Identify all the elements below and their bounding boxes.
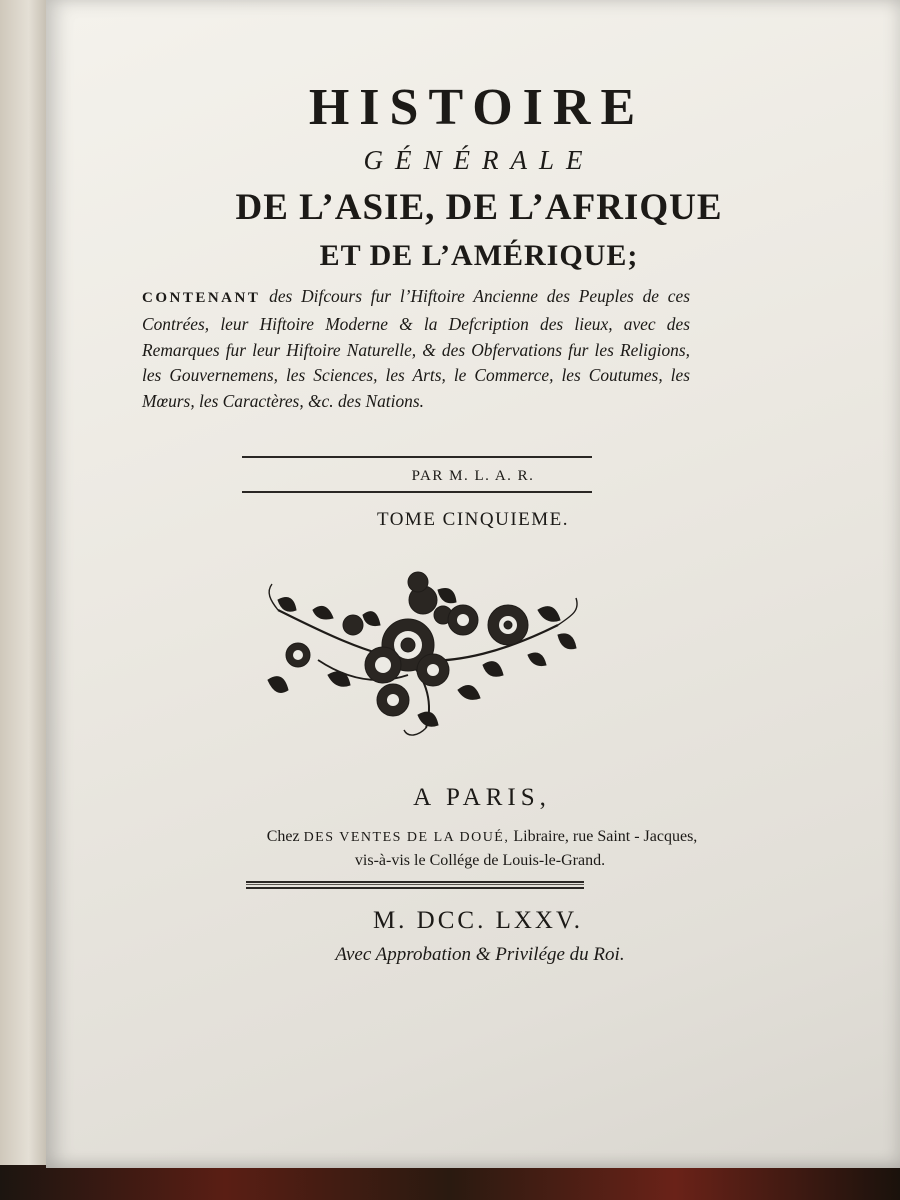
floral-vignette-icon <box>258 570 588 740</box>
publisher-name: DES VENTES DE LA DOUÉ, <box>303 830 510 845</box>
divider-bottom <box>242 491 592 493</box>
publisher-suffix: Libraire, rue Saint - Jacques, <box>513 828 698 845</box>
title-regions-2: ET DE L’AMÉRIQUE; <box>319 239 639 272</box>
publisher-address: vis-à-vis le Collége de Louis-le-Grand. <box>354 852 606 869</box>
description-paragraph <box>142 284 690 415</box>
year-line: M. DCC. LXXV. <box>372 907 584 934</box>
double-divider <box>246 881 584 889</box>
publisher-prefix: Chez <box>266 828 300 845</box>
place-line: A PARIS, <box>413 784 551 811</box>
publisher-line <box>46 826 900 849</box>
description-lead: CONTENANT <box>142 290 261 306</box>
volume-line: TOME CINQUIEME. <box>376 509 570 530</box>
privilege-line: Avec Approbation & Privilége du Roi. <box>335 944 625 965</box>
title-regions: DE L’ASIE, DE L’AFRIQUE <box>235 187 723 228</box>
title-main: HISTOIRE <box>308 79 646 136</box>
title-page <box>46 0 900 1168</box>
author-line: PAR M. L. A. R. <box>411 468 535 484</box>
divider-top <box>242 456 592 458</box>
title-subtitle: GÉNÉRALE <box>363 145 595 175</box>
description-text: des Difcours fur l’Hiftoire Ancienne des Peuples de ces Contrées, leur Hiftoire Moderne & la Defcription des lieux, avec des Remarques fur leur Hiftoire Naturelle, & des Obfervations fur les Religions, les Gouvernemens, les Sciences, les Arts, le Commerce, les Coutumes, les Mœurs, les Caractères, &c. des Nations. <box>142 286 690 412</box>
